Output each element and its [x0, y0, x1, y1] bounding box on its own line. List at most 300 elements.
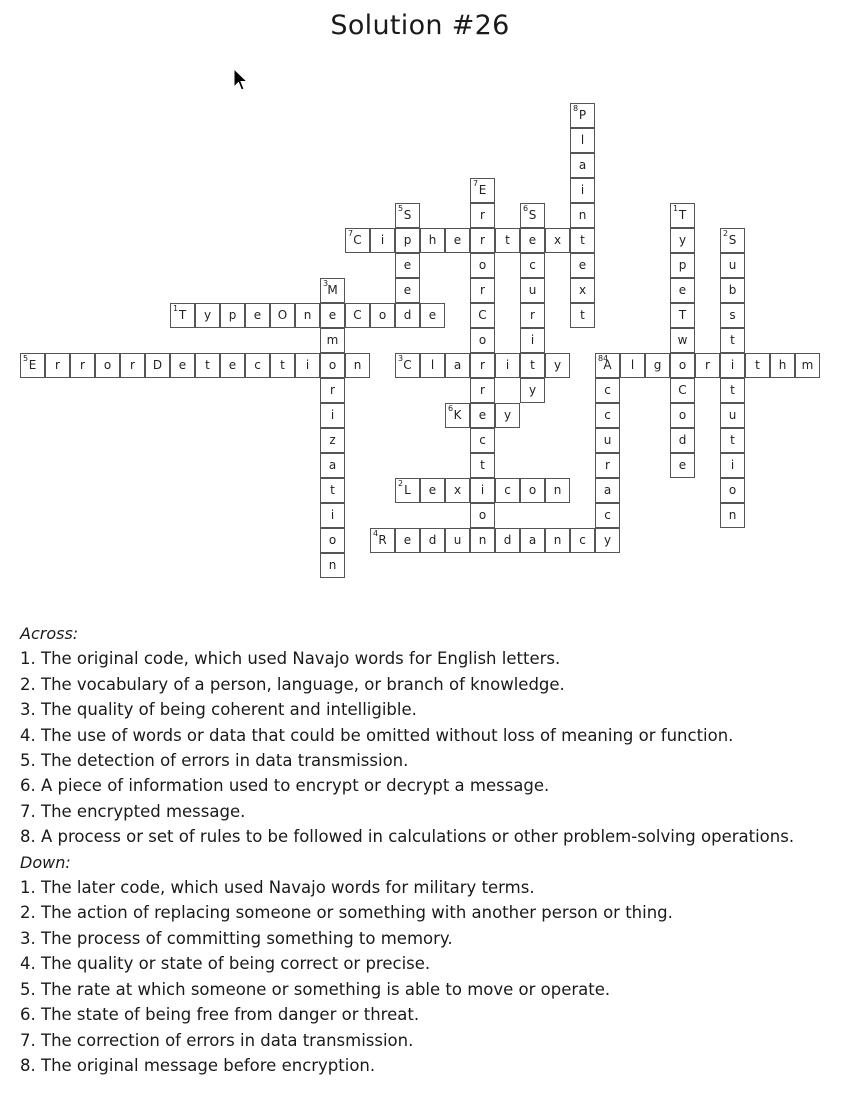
grid-cell: [670, 203, 695, 228]
down-clue: 3. The process of committing something to memory.: [20, 928, 453, 948]
cell-letter: u: [728, 408, 737, 422]
grid-cell: [320, 478, 345, 503]
grid-cell: [445, 478, 470, 503]
cell-letter: e: [403, 283, 412, 297]
grid-cell: [220, 303, 245, 328]
cell-letter: l: [630, 358, 635, 372]
cell-letter: z: [329, 433, 336, 447]
grid-cell: [670, 428, 695, 453]
cell-letter: c: [604, 383, 611, 397]
grid-cell: [545, 228, 570, 253]
cell-letter: e: [428, 483, 437, 497]
across-clue: 5. The detection of errors in data transmission.: [20, 751, 409, 771]
across-clue: 7. The encrypted message.: [20, 801, 246, 821]
grid-cell: [595, 428, 620, 453]
grid-cell: [520, 528, 545, 553]
grid-cell: [470, 478, 495, 503]
clue-number: 1: [673, 204, 679, 213]
grid-cell: [370, 528, 395, 553]
cell-letter: e: [403, 258, 412, 272]
cell-letter: c: [604, 508, 611, 522]
cell-letter: L: [404, 483, 411, 497]
cell-letter: R: [378, 533, 387, 547]
grid-cell: [395, 253, 420, 278]
grid-cell: [720, 328, 745, 353]
grid-cell: [595, 403, 620, 428]
cell-letter: o: [728, 483, 737, 497]
cell-letter: e: [678, 283, 687, 297]
grid-cell: [495, 228, 520, 253]
cell-letter: h: [778, 358, 787, 372]
grid-cell: [95, 353, 120, 378]
cell-letter: a: [453, 358, 462, 372]
grid-cell: [320, 278, 345, 303]
cell-letter: u: [603, 433, 612, 447]
cell-letter: x: [578, 283, 587, 297]
cell-letter: i: [330, 408, 335, 422]
cell-letter: u: [528, 283, 537, 297]
cell-letter: A: [603, 358, 612, 372]
grid-cell: [770, 353, 795, 378]
grid-cell: [470, 228, 495, 253]
cell-letter: r: [530, 308, 535, 322]
cell-letter: T: [678, 208, 687, 222]
grid-cell: [295, 353, 320, 378]
grid-cell: [245, 303, 270, 328]
cell-letter: p: [228, 308, 237, 322]
cell-letter: C: [353, 308, 362, 322]
down-clue: 5. The rate at which someone or something is able to move or operate.: [20, 979, 611, 999]
grid-cell: [420, 528, 445, 553]
cell-letter: t: [205, 358, 210, 372]
cell-letter: a: [603, 483, 612, 497]
cell-letter: n: [328, 558, 337, 572]
grid-cell: [520, 378, 545, 403]
grid-cell: [720, 253, 745, 278]
grid-cell: [320, 528, 345, 553]
grid-cell: [570, 153, 595, 178]
grid-cell: [470, 253, 495, 278]
grid-cell: [395, 203, 420, 228]
cell-letter: e: [228, 358, 237, 372]
cell-letter: S: [403, 208, 412, 222]
cell-letter: i: [505, 358, 510, 372]
cell-letter: r: [330, 383, 335, 397]
cell-letter: C: [403, 358, 412, 372]
grid-cell: [320, 503, 345, 528]
cell-letter: D: [152, 358, 163, 372]
grid-cell: [720, 278, 745, 303]
grid-cell: [670, 403, 695, 428]
grid-cell: [470, 203, 495, 228]
cell-letter: t: [505, 233, 510, 247]
cell-letter: P: [578, 108, 587, 122]
cell-letter: p: [403, 233, 412, 247]
grid-cell: [570, 278, 595, 303]
grid-cell: [470, 353, 495, 378]
grid-cell: [470, 453, 495, 478]
cell-letter: c: [504, 483, 511, 497]
cell-letter: E: [478, 183, 487, 197]
grid-cell: [470, 503, 495, 528]
grid-cell: [595, 503, 620, 528]
cell-letter: i: [730, 458, 735, 472]
cell-letter: e: [178, 358, 187, 372]
grid-cell: [470, 278, 495, 303]
cell-letter: n: [478, 533, 487, 547]
grid-cell: [20, 353, 45, 378]
cell-letter: d: [503, 533, 512, 547]
grid-cell: [670, 328, 695, 353]
across-clue-list: [20, 646, 840, 849]
grid-cell: [320, 403, 345, 428]
down-clue-list: [20, 875, 840, 1078]
grid-cell: [320, 328, 345, 353]
cell-letter: d: [428, 533, 437, 547]
grid-cell: [320, 428, 345, 453]
cell-letter: y: [503, 408, 512, 422]
across-clue: 2. The vocabulary of a person, language, or branch of knowledge.: [20, 674, 565, 694]
cell-letter: a: [578, 158, 587, 172]
cell-letter: o: [478, 333, 487, 347]
grid-cell: [520, 253, 545, 278]
grid-cell: [470, 428, 495, 453]
cell-letter: K: [453, 408, 462, 422]
grid-cell: [570, 128, 595, 153]
cell-letter: w: [677, 333, 688, 347]
cell-letter: y: [678, 233, 687, 247]
cell-letter: n: [728, 508, 737, 522]
cell-letter: n: [553, 483, 562, 497]
grid-cell: [445, 228, 470, 253]
cell-letter: o: [478, 258, 487, 272]
grid-cell: [320, 453, 345, 478]
grid-cell: [345, 353, 370, 378]
cell-letter: l: [430, 358, 435, 372]
grid-cell: [395, 478, 420, 503]
cell-letter: y: [528, 383, 537, 397]
clue-number: 6: [448, 404, 454, 413]
clue-number: 1: [173, 304, 179, 313]
grid-cell: [270, 303, 295, 328]
cell-letter: u: [728, 258, 737, 272]
cell-letter: r: [480, 358, 485, 372]
clue-number: 2: [723, 229, 729, 238]
cell-letter: e: [403, 533, 412, 547]
grid-cell: [520, 353, 545, 378]
down-clue: 6. The state of being free from danger or threat.: [20, 1005, 420, 1025]
cell-letter: r: [705, 358, 710, 372]
cell-letter: b: [728, 283, 737, 297]
grid-cell: [495, 353, 520, 378]
clue-number: 84: [598, 354, 609, 363]
cell-letter: a: [328, 458, 337, 472]
grid-cell: [370, 303, 395, 328]
cell-letter: r: [80, 358, 85, 372]
grid-cell: [570, 303, 595, 328]
cell-letter: y: [203, 308, 212, 322]
across-clue: 3. The quality of being coherent and intelligible.: [20, 700, 417, 720]
cell-letter: S: [528, 208, 537, 222]
grid-cell: [320, 553, 345, 578]
grid-cell: [545, 353, 570, 378]
grid-cell: [520, 328, 545, 353]
cell-letter: y: [603, 533, 612, 547]
grid-cell: [520, 228, 545, 253]
grid-cell: [570, 228, 595, 253]
cell-letter: t: [580, 308, 585, 322]
grid-cell: [295, 303, 320, 328]
cell-letter: t: [755, 358, 760, 372]
grid-cell: [495, 403, 520, 428]
down-clue: 8. The original message before encryption.: [20, 1055, 376, 1075]
cell-letter: n: [353, 358, 362, 372]
cell-letter: i: [305, 358, 310, 372]
grid-cell: [195, 303, 220, 328]
grid-cell: [195, 353, 220, 378]
grid-cell: [320, 353, 345, 378]
cell-letter: o: [678, 358, 687, 372]
grid-cell: [670, 303, 695, 328]
cell-letter: i: [330, 508, 335, 522]
clues-section: [20, 621, 840, 1078]
grid-cell: [420, 228, 445, 253]
down-clue: 1. The later code, which used Navajo words for military terms.: [20, 878, 535, 898]
grid-cell: [245, 353, 270, 378]
cell-letter: i: [480, 483, 485, 497]
cell-letter: e: [478, 408, 487, 422]
cell-letter: h: [428, 233, 437, 247]
cell-letter: r: [55, 358, 60, 372]
cell-letter: E: [28, 358, 37, 372]
down-heading: Down:: [20, 852, 71, 872]
grid-cell: [720, 503, 745, 528]
grid-cell: [645, 353, 670, 378]
grid-cell: [70, 353, 95, 378]
cell-letter: t: [730, 333, 735, 347]
grid-cell: [670, 253, 695, 278]
grid-cell: [720, 378, 745, 403]
cell-letter: x: [453, 483, 462, 497]
cell-letter: g: [653, 358, 662, 372]
cell-letter: i: [730, 358, 735, 372]
cell-letter: C: [353, 233, 362, 247]
clue-number: 7: [473, 179, 479, 188]
cell-letter: o: [378, 308, 387, 322]
grid-cell: [570, 528, 595, 553]
cell-letter: S: [728, 233, 737, 247]
grid-cell: [495, 528, 520, 553]
cell-letter: o: [478, 508, 487, 522]
clue-number: 3: [323, 279, 329, 288]
grid-cell: [570, 178, 595, 203]
cell-letter: C: [678, 383, 687, 397]
grid-cell: [595, 528, 620, 553]
grid-cell: [470, 528, 495, 553]
cell-letter: o: [328, 533, 337, 547]
grid-cell: [545, 528, 570, 553]
grid-cell: [720, 353, 745, 378]
grid-cell: [470, 328, 495, 353]
cell-letter: t: [480, 458, 485, 472]
down-clue: 2. The action of replacing someone or something with another person or thing.: [20, 903, 673, 923]
grid-cell: [670, 278, 695, 303]
cell-letter: c: [579, 533, 586, 547]
grid-cell: [745, 353, 770, 378]
grid-cell: [395, 278, 420, 303]
grid-cell: [595, 353, 620, 378]
grid-cell: [595, 378, 620, 403]
cell-letter: o: [328, 358, 337, 372]
grid-cell: [670, 453, 695, 478]
cell-letter: e: [528, 233, 537, 247]
grid-cell: [420, 303, 445, 328]
clue-number: 5: [398, 204, 404, 213]
grid-cell: [420, 478, 445, 503]
clue-number: 7: [348, 229, 354, 238]
cell-letter: O: [277, 308, 288, 322]
grid-cell: [520, 203, 545, 228]
cell-letter: m: [801, 358, 814, 372]
cell-letter: c: [254, 358, 261, 372]
cell-letter: i: [530, 333, 535, 347]
cell-letter: r: [480, 233, 485, 247]
cell-letter: C: [478, 308, 487, 322]
grid-cell: [720, 428, 745, 453]
grid-cell: [545, 478, 570, 503]
grid-cell: [720, 478, 745, 503]
clue-number: 8: [573, 104, 579, 113]
grid-cell: [120, 353, 145, 378]
cell-letter: T: [178, 308, 187, 322]
grid-cell: [720, 303, 745, 328]
cell-letter: r: [480, 383, 485, 397]
cell-letter: e: [453, 233, 462, 247]
cell-letter: t: [730, 383, 735, 397]
grid-cell: [695, 353, 720, 378]
grid-cell: [570, 103, 595, 128]
cell-letter: x: [553, 233, 562, 247]
grid-cell: [470, 303, 495, 328]
cell-letter: e: [578, 258, 587, 272]
cell-letter: n: [578, 208, 587, 222]
clue-number: 6: [523, 204, 529, 213]
cell-letter: l: [580, 133, 585, 147]
cell-letter: t: [280, 358, 285, 372]
clue-number: 4: [373, 529, 379, 538]
grid-cell: [720, 228, 745, 253]
clue-number: 3: [398, 354, 404, 363]
across-clue: 4. The use of words or data that could be omitted without loss of meaning or function.: [20, 725, 734, 745]
grid-cell: [595, 478, 620, 503]
cell-letter: n: [303, 308, 312, 322]
cell-letter: M: [327, 283, 338, 297]
grid-cell: [345, 303, 370, 328]
grid-cell: [170, 353, 195, 378]
cell-letter: t: [730, 433, 735, 447]
grid-cell: [145, 353, 170, 378]
clue-number: 2: [398, 479, 404, 488]
cell-letter: d: [403, 308, 412, 322]
cell-letter: t: [330, 483, 335, 497]
cell-letter: e: [328, 308, 337, 322]
cell-letter: c: [479, 433, 486, 447]
grid-cell: [670, 228, 695, 253]
across-clue: 1. The original code, which used Navajo words for English letters.: [20, 649, 561, 669]
grid-cell: [220, 353, 245, 378]
cell-letter: d: [678, 433, 687, 447]
grid-cell: [570, 253, 595, 278]
grid-cell: [395, 228, 420, 253]
cell-letter: e: [678, 458, 687, 472]
cell-letter: i: [380, 233, 385, 247]
across-heading: Across:: [20, 624, 79, 643]
grid-cell: [495, 478, 520, 503]
cell-letter: r: [480, 283, 485, 297]
cell-letter: n: [553, 533, 562, 547]
across-clue: 8. A process or set of rules to be followed in calculations or other problem-solving operations.: [20, 827, 795, 847]
cell-letter: o: [103, 358, 112, 372]
page-title: Solution #26: [330, 10, 510, 41]
grid-cell: [345, 228, 370, 253]
cell-letter: i: [580, 183, 585, 197]
grid-cell: [595, 453, 620, 478]
grid-cell: [670, 353, 695, 378]
cell-letter: T: [678, 308, 687, 322]
cell-letter: a: [528, 533, 537, 547]
grid-cell: [395, 528, 420, 553]
grid-cell: [720, 403, 745, 428]
cell-letter: r: [605, 458, 610, 472]
down-clue: 4. The quality or state of being correct or precise.: [20, 954, 431, 974]
cell-letter: m: [326, 333, 339, 347]
grid-cell: [395, 303, 420, 328]
cell-letter: o: [528, 483, 537, 497]
grid-cell: [445, 528, 470, 553]
down-clue: 7. The correction of errors in data transmission.: [20, 1030, 414, 1050]
grid-cell: [45, 353, 70, 378]
grid-cell: [170, 303, 195, 328]
cell-letter: e: [253, 308, 262, 322]
cell-letter: c: [529, 258, 536, 272]
grid-cell: [445, 403, 470, 428]
cell-letter: s: [729, 308, 736, 322]
grid-cell: [670, 378, 695, 403]
across-clue: 6. A piece of information used to encrypt or decrypt a message.: [20, 776, 550, 796]
cell-letter: t: [580, 233, 585, 247]
cell-letter: r: [480, 208, 485, 222]
grid-cell: [570, 203, 595, 228]
cell-letter: r: [130, 358, 135, 372]
cell-letter: y: [553, 358, 562, 372]
grid-cell: [320, 303, 345, 328]
grid-cell: [795, 353, 820, 378]
grid-cell: [520, 478, 545, 503]
grid-cell: [720, 453, 745, 478]
cell-letter: t: [530, 358, 535, 372]
grid-cell: [470, 378, 495, 403]
grid-cell: [620, 353, 645, 378]
grid-cell: [445, 353, 470, 378]
cell-letter: u: [453, 533, 462, 547]
grid-cell: [370, 228, 395, 253]
grid-cell: [470, 403, 495, 428]
grid-cell: [520, 303, 545, 328]
grid-cell: [420, 353, 445, 378]
cell-letter: o: [678, 408, 687, 422]
grid-cell: [320, 378, 345, 403]
grid-cell: [520, 278, 545, 303]
